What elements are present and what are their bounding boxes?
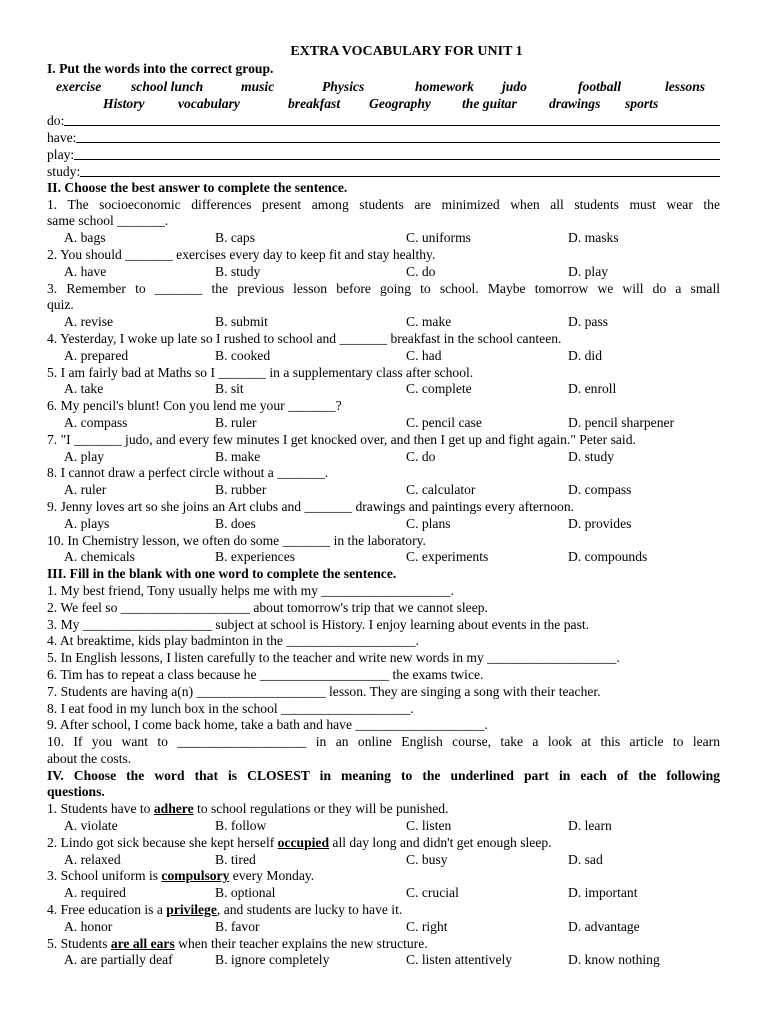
- answer-options: [47, 818, 720, 835]
- answer-option-b[interactable]: B. submit: [215, 314, 268, 330]
- answer-option-a[interactable]: A. revise: [64, 314, 114, 330]
- answer-option-b[interactable]: B. does: [215, 515, 256, 531]
- question-text: 9. Jenny loves art so she joins an Art clubs and _______ drawings and paintings every afternoon.: [47, 498, 575, 514]
- fill-question: 3. My ___________________ subject at school is History. I enjoy learning about events in the past.: [47, 616, 590, 632]
- answer-option-a[interactable]: A. bags: [64, 230, 106, 246]
- answer-option-a[interactable]: A. take: [64, 381, 104, 397]
- question-text: 4. Yesterday, I woke up late so I rushed to school and _______ breakfast in the school canteen.: [47, 330, 562, 346]
- answer-option-d[interactable]: D. learn: [568, 818, 612, 834]
- question-text: 6. My pencil's blunt! Con you lend me your _______?: [47, 398, 342, 414]
- question-text: [47, 902, 720, 919]
- question-text: [47, 801, 720, 818]
- question-text-after: every Monday.: [229, 868, 315, 884]
- question-text: 1. The socioeconomic differences present among students are minimized when all students must wear the: [47, 196, 720, 212]
- answer-option-c[interactable]: C. listen: [406, 818, 452, 834]
- answer-option-d[interactable]: D. sad: [568, 851, 603, 867]
- answer-options: [47, 230, 720, 247]
- group-study: [47, 163, 720, 180]
- answer-option-d[interactable]: D. important: [568, 885, 638, 901]
- question-text: 5. I am fairly bad at Maths so I _______ in a supplementary class after school.: [47, 364, 474, 380]
- answer-option-b[interactable]: B. make: [215, 448, 261, 464]
- word-bank-item: Geography: [369, 95, 431, 111]
- answer-option-c[interactable]: C. plans: [406, 515, 451, 531]
- answer-option-d[interactable]: D. pass: [568, 314, 609, 330]
- answer-line[interactable]: [80, 163, 720, 177]
- answer-option-d[interactable]: D. provides: [568, 515, 632, 531]
- question-text-continued: quiz.: [47, 297, 74, 313]
- answer-options: [47, 549, 720, 566]
- answer-option-b[interactable]: B. caps: [215, 230, 256, 246]
- fill-question: 2. We feel so ___________________ about tomorrow's trip that we cannot sleep.: [47, 599, 488, 615]
- question-text-continued: same school _______.: [47, 213, 169, 229]
- question-text-before: 2. Lindo got sick because she kept herself: [47, 834, 278, 850]
- answer-option-c[interactable]: C. complete: [406, 381, 472, 397]
- fill-question: 9. After school, I come back home, take a bath and have ___________________.: [47, 717, 488, 733]
- section-2-heading: II. Choose the best answer to complete the sentence.: [47, 179, 348, 195]
- answer-option-a[interactable]: A. plays: [64, 515, 110, 531]
- answer-options: [47, 264, 720, 281]
- answer-option-b[interactable]: B. ruler: [215, 414, 257, 430]
- word-bank-row-1: [47, 78, 720, 95]
- question-text-after: when their teacher explains the new structure.: [174, 935, 428, 951]
- answer-options: [47, 482, 720, 499]
- underlined-word: are all ears: [110, 935, 175, 951]
- section-2-questions: [47, 197, 720, 567]
- group-label: have:: [47, 129, 77, 145]
- answer-option-c[interactable]: C. calculator: [406, 482, 476, 498]
- answer-options: [47, 415, 720, 432]
- question-text: 7. "I _______ judo, and every few minutes I get knocked over, and then I get up and fight again." Peter said.: [47, 431, 636, 447]
- section-1-heading: I. Put the words into the correct group.: [47, 61, 274, 76]
- fill-question: 4. At breaktime, kids play badminton in the ___________________.: [47, 633, 419, 649]
- word-bank-item: football: [578, 78, 622, 94]
- group-do: [47, 112, 720, 129]
- answer-option-b[interactable]: B. ignore completely: [215, 952, 330, 968]
- answer-options: [47, 348, 720, 365]
- answer-option-d[interactable]: D. did: [568, 347, 602, 363]
- answer-options: [47, 516, 720, 533]
- answer-option-d[interactable]: D. compass: [568, 482, 632, 498]
- question-text-after: to school regulations or they will be punished.: [193, 801, 449, 817]
- answer-option-b[interactable]: B. favor: [215, 918, 260, 934]
- word-bank-item: drawings: [549, 95, 601, 111]
- answer-options: [47, 852, 720, 869]
- fill-question: 6. Tim has to repeat a class because he ___________________ the exams twice.: [47, 666, 484, 682]
- section-4-questions: [47, 801, 720, 969]
- answer-option-a[interactable]: A. honor: [64, 918, 113, 934]
- underlined-word: occupied: [277, 834, 330, 850]
- answer-line[interactable]: [64, 112, 720, 126]
- answer-option-c[interactable]: C. right: [406, 918, 448, 934]
- question-text-after: , and students are lucky to have it.: [216, 902, 403, 918]
- underlined-word: compulsory: [161, 868, 230, 884]
- underlined-word: adhere: [153, 801, 194, 817]
- answer-option-d[interactable]: D. pencil sharpener: [568, 414, 675, 430]
- fill-question: 1. My best friend, Tony usually helps me with my ___________________.: [47, 582, 454, 598]
- answer-option-c[interactable]: C. do: [406, 263, 436, 279]
- group-label: play:: [47, 146, 75, 162]
- answer-option-a[interactable]: A. compass: [64, 414, 128, 430]
- answer-option-b[interactable]: B. study: [215, 263, 261, 279]
- answer-option-a[interactable]: A. violate: [64, 818, 118, 834]
- section-4-heading: IV. Choose the word that is CLOSEST in meaning to the underlined part in each of the following: [47, 767, 720, 783]
- question-text-before: 5. Students: [47, 935, 111, 951]
- answer-option-d[interactable]: D. study: [568, 448, 615, 464]
- answer-option-d[interactable]: D. masks: [568, 230, 619, 246]
- word-bank-item: music: [241, 78, 275, 94]
- answer-option-d[interactable]: D. know nothing: [568, 952, 660, 968]
- answer-option-d[interactable]: D. compounds: [568, 549, 648, 565]
- question-text: [47, 936, 720, 953]
- answer-option-b[interactable]: B. follow: [215, 818, 267, 834]
- fill-question: 10. If you want to ___________________ in an online English course, take a look at this article to learn: [47, 734, 720, 750]
- answer-option-c[interactable]: C. uniforms: [406, 230, 471, 246]
- word-bank-row-2: [47, 95, 720, 112]
- answer-option-c[interactable]: C. crucial: [406, 885, 459, 901]
- answer-option-c[interactable]: C. busy: [406, 851, 448, 867]
- question-text-after: all day long and didn't get enough sleep.: [329, 834, 552, 850]
- answer-options: [47, 314, 720, 331]
- fill-question: 5. In English lessons, I listen carefully to the teacher and write new words in my ___________________.: [47, 650, 620, 666]
- word-bank-item: judo: [502, 78, 527, 94]
- group-label: study:: [47, 163, 81, 179]
- question-text: [47, 835, 720, 852]
- section-3-questions: [47, 583, 720, 734]
- answer-option-b[interactable]: B. cooked: [215, 347, 271, 363]
- answer-option-b[interactable]: B. rubber: [215, 482, 267, 498]
- fill-question-continued: about the costs.: [47, 750, 132, 766]
- answer-option-c[interactable]: C. experiments: [406, 549, 489, 565]
- worksheet-title: EXTRA VOCABULARY FOR UNIT 1: [290, 44, 523, 59]
- answer-option-c[interactable]: C. pencil case: [406, 414, 482, 430]
- word-bank-item: vocabulary: [178, 95, 240, 111]
- answer-option-a[interactable]: A. prepared: [64, 347, 129, 363]
- word-bank-item: the guitar: [462, 95, 517, 111]
- question-text: 2. You should _______ exercises every day to keep fit and stay healthy.: [47, 246, 436, 262]
- answer-option-d[interactable]: D. play: [568, 263, 609, 279]
- word-bank-item: Physics: [322, 78, 365, 94]
- answer-options: [47, 449, 720, 466]
- answer-option-c[interactable]: C. had: [406, 347, 442, 363]
- answer-option-d[interactable]: D. enroll: [568, 381, 617, 397]
- answer-option-b[interactable]: B. tired: [215, 851, 256, 867]
- section-3-heading: III. Fill in the blank with one word to complete the sentence.: [47, 566, 397, 582]
- question-text-before: 1. Students have to: [47, 801, 154, 817]
- section-4-heading-continued: questions.: [47, 784, 105, 800]
- answer-option-d[interactable]: D. advantage: [568, 918, 640, 934]
- worksheet: [47, 43, 720, 969]
- answer-option-a[interactable]: A. relaxed: [64, 851, 121, 867]
- group-label: do:: [47, 112, 65, 128]
- answer-option-a[interactable]: A. have: [64, 263, 107, 279]
- group-have: [47, 129, 720, 146]
- answer-option-c[interactable]: C. listen attentively: [406, 952, 513, 968]
- word-bank-item: lessons: [665, 78, 706, 94]
- answer-options: [47, 952, 720, 969]
- answer-option-b[interactable]: B. sit: [215, 381, 244, 397]
- answer-option-c[interactable]: C. do: [406, 448, 436, 464]
- word-bank-item: History: [103, 95, 145, 111]
- word-bank-item: sports: [625, 95, 659, 111]
- answer-option-a[interactable]: A. ruler: [64, 482, 107, 498]
- answer-options: [47, 885, 720, 902]
- answer-line[interactable]: [74, 146, 720, 160]
- answer-option-a[interactable]: A. are partially deaf: [64, 952, 173, 968]
- answer-option-a[interactable]: A. chemicals: [64, 549, 135, 565]
- word-bank-item: homework: [415, 78, 474, 94]
- question-text: 10. In Chemistry lesson, we often do some _______ in the laboratory.: [47, 532, 426, 548]
- word-bank-item: exercise: [56, 78, 102, 94]
- answer-option-b[interactable]: B. optional: [215, 885, 276, 901]
- question-text-before: 3. School uniform is: [47, 868, 162, 884]
- word-bank-item: breakfast: [288, 95, 341, 111]
- answer-options: [47, 919, 720, 936]
- question-text: [47, 868, 720, 885]
- answer-line[interactable]: [76, 129, 720, 143]
- word-bank-item: school lunch: [131, 78, 204, 94]
- answer-option-a[interactable]: A. required: [64, 885, 126, 901]
- fill-question: 8. I eat food in my lunch box in the school ___________________.: [47, 700, 414, 716]
- answer-options: [47, 381, 720, 398]
- underlined-word: privilege: [166, 902, 217, 918]
- answer-option-c[interactable]: C. make: [406, 314, 452, 330]
- fill-question: 7. Students are having a(n) ___________________ lesson. They are singing a song with their teacher.: [47, 683, 601, 699]
- group-play: [47, 146, 720, 163]
- answer-option-b[interactable]: B. experiences: [215, 549, 296, 565]
- question-text: 8. I cannot draw a perfect circle without a _______.: [47, 465, 329, 481]
- question-text: 3. Remember to _______ the previous lesson before going to school. Maybe tomorrow we will do a small: [47, 280, 720, 296]
- question-text-before: 4. Free education is a: [47, 902, 167, 918]
- answer-option-a[interactable]: A. play: [64, 448, 105, 464]
